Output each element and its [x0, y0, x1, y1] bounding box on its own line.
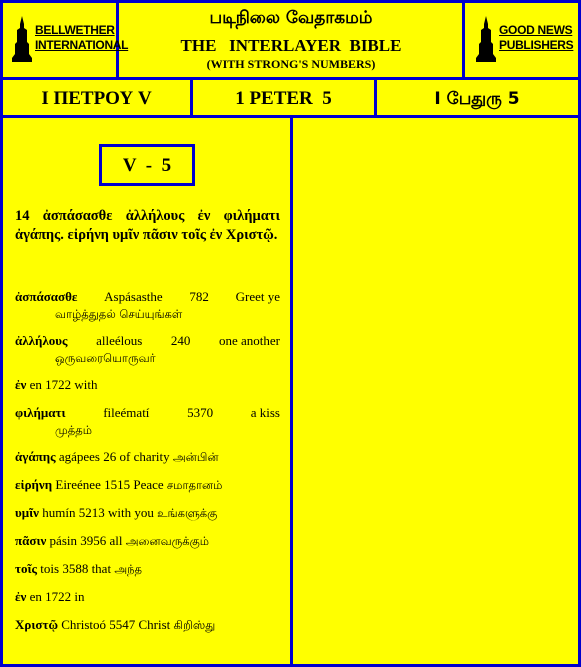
right-logo-line2: PUBLISHERS	[499, 38, 574, 52]
word-strongs-number: 5547	[109, 617, 136, 632]
word-transliteration: pásin	[49, 533, 77, 548]
word-transliteration: tois	[40, 561, 60, 576]
right-logo-line1: GOOD NEWS	[499, 23, 573, 37]
word-transliteration: alleélous	[96, 333, 143, 348]
word-transliteration: en	[29, 589, 42, 604]
word-transliteration: Christoó	[61, 617, 106, 632]
word-row	[15, 616, 280, 634]
word-row	[15, 288, 280, 306]
word-greek: τοῖς	[15, 561, 38, 576]
word-row	[15, 504, 280, 522]
title-english: THE INTERLAYER BIBLE	[180, 36, 402, 55]
word-tamil: அன்பின்	[172, 450, 219, 464]
word-strongs-number: 3588	[62, 561, 89, 576]
verse-text: 14 ἀσπάσασθε ἀλλήλους ἐν φιλήματι ἀγάπης. εἰρήνη υμῖν πᾶσιν τοῖς ἐν Χριστῷ.	[15, 208, 280, 243]
word-entry	[15, 616, 280, 634]
word-english: of charity	[119, 449, 170, 464]
word-entry	[15, 376, 280, 394]
word-greek: Χριστῷ	[15, 617, 58, 632]
word-english: Greet ye	[235, 289, 280, 304]
word-english: with	[74, 377, 98, 392]
word-tamil: வாழ்த்துதல் செய்யுங்கள்	[55, 307, 183, 321]
word-list	[15, 288, 280, 644]
word-transliteration: Eireénee	[55, 477, 101, 492]
word-greek: ἀγάπης	[15, 449, 56, 464]
word-english: with you	[107, 505, 154, 520]
word-entry	[15, 288, 280, 322]
word-transliteration: fileématí	[103, 405, 150, 420]
word-strongs-number: 26	[103, 449, 117, 464]
word-tamil: அனைவருக்கும்	[125, 534, 209, 548]
book-header-greek: I ΠΕΤΡΟΥ V	[41, 88, 152, 109]
bell-tower-icon	[12, 14, 32, 62]
word-row	[15, 476, 280, 494]
word-strongs-number: 1722	[45, 589, 72, 604]
word-english: a kiss	[250, 405, 280, 420]
word-greek: ἀσπάσασθε	[15, 289, 78, 304]
word-tamil: கிறிஸ்து	[173, 618, 216, 632]
bellwether-logo	[12, 14, 128, 62]
word-row	[15, 588, 280, 606]
title-tamil: படிநிலை வேதாகமம்	[209, 8, 373, 28]
word-entry	[15, 504, 280, 522]
word-english: Peace	[133, 477, 164, 492]
word-entry	[15, 404, 280, 438]
word-english: one another	[218, 333, 280, 348]
word-transliteration: en	[29, 377, 42, 392]
word-greek: πᾶσιν	[15, 533, 47, 548]
word-row	[15, 376, 280, 394]
word-tamil: உங்களுக்கு	[157, 506, 218, 520]
good-news-logo	[476, 14, 573, 62]
word-english: that	[91, 561, 112, 576]
word-strongs-number: 240	[170, 333, 191, 348]
word-transliteration: humín	[42, 505, 76, 520]
header-bottom-rule	[0, 77, 581, 80]
word-entry	[15, 448, 280, 466]
subtitle: (WITH STRONG'S NUMBERS)	[206, 57, 376, 71]
word-strongs-number: 782	[189, 289, 209, 304]
word-entry	[15, 588, 280, 606]
book-header-english: 1 PETER 5	[235, 88, 332, 109]
word-transliteration: Aspásasthe	[104, 289, 163, 304]
word-greek: εἰρήνη	[15, 477, 53, 492]
word-tamil: அந்த	[114, 562, 142, 576]
word-english: in	[74, 589, 85, 604]
word-greek: ἀλλήλους	[15, 333, 68, 348]
word-row	[15, 448, 280, 466]
column-divider	[290, 117, 293, 667]
word-entry	[15, 560, 280, 578]
word-greek: ἐν	[15, 589, 27, 604]
word-row	[15, 332, 280, 350]
left-logo-line2: INTERNATIONAL	[35, 38, 129, 52]
word-strongs-number: 3956	[80, 533, 107, 548]
word-entry	[15, 332, 280, 366]
word-tamil: சமாதானம்	[166, 478, 223, 492]
word-row	[15, 560, 280, 578]
chapter-verse-box: V - 5	[99, 144, 195, 186]
word-greek: ἐν	[15, 377, 27, 392]
word-tamil: முத்தம்	[55, 423, 93, 437]
word-entry	[15, 532, 280, 550]
word-strongs-number: 5370	[187, 405, 214, 420]
word-greek: φιλήματι	[15, 405, 66, 420]
book-header-tamil: I பேதுரு 5	[434, 89, 520, 109]
left-logo-line1: BELLWETHER	[35, 23, 115, 37]
word-transliteration: agápees	[58, 449, 100, 464]
word-strongs-number: 5213	[78, 505, 105, 520]
word-row	[15, 404, 280, 422]
bell-tower-icon	[476, 14, 496, 62]
word-english: Christ	[138, 617, 171, 632]
word-entry	[15, 476, 280, 494]
header-divider-right	[462, 0, 465, 79]
word-row	[15, 532, 280, 550]
word-strongs-number: 1722	[45, 377, 72, 392]
word-strongs-number: 1515	[104, 477, 131, 492]
word-greek: υμῖν	[15, 505, 39, 520]
word-english: all	[109, 533, 123, 548]
word-tamil: ஒருவரையொருவர்	[55, 351, 156, 365]
